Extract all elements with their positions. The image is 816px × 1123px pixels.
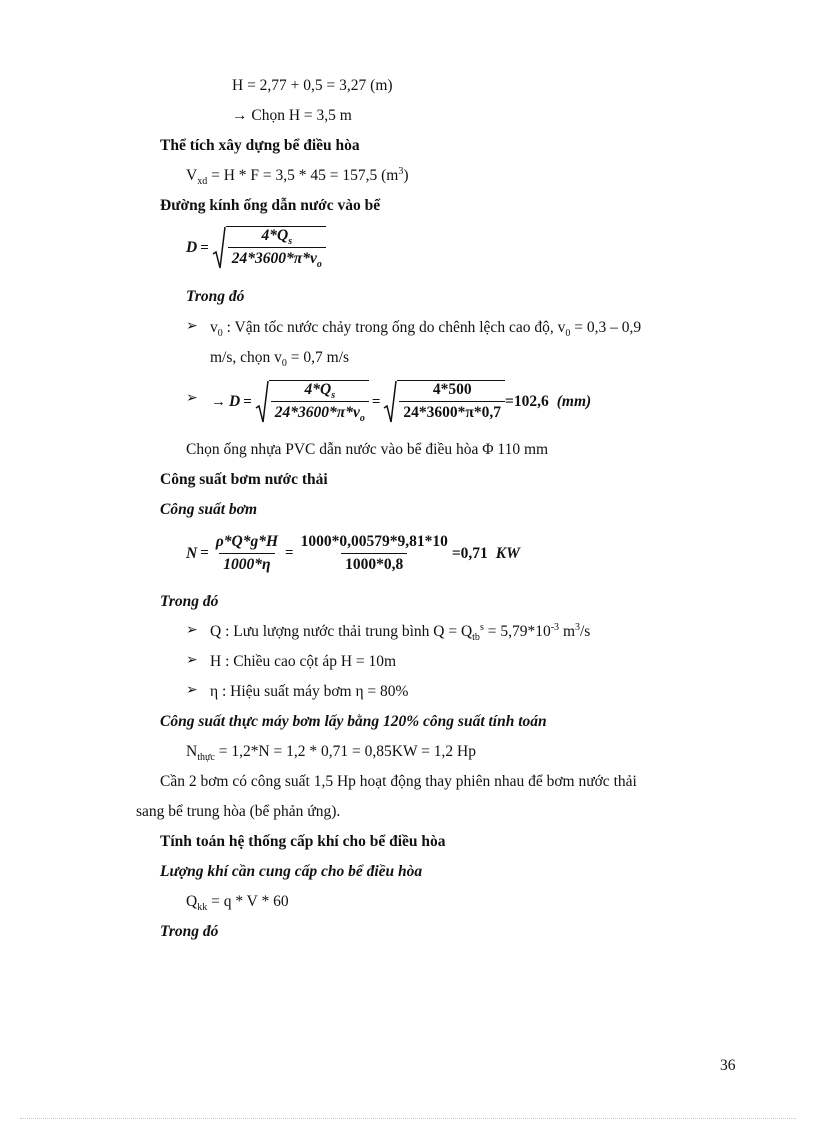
footer-divider (20, 1118, 796, 1119)
eta-definition: η : Hiệu suất máy bơm η = 80% (210, 683, 409, 700)
page-number: 36 (720, 1057, 736, 1074)
sqrt-icon (255, 380, 269, 424)
trong-do-label-2: Trong đó (160, 593, 219, 610)
trong-do-label-1: Trong đó (186, 288, 245, 305)
bullet-arrow-icon: ➢ (186, 319, 198, 334)
diameter-calc-formula: → D = $\frac{4*Q_s}{24*3600*\pi*v_o}$ = $\frac{4*500}{24*3600*\pi*0,7}$ =102,6 (mm) (211, 381, 592, 425)
trong-do-label-3: Trong đó (160, 923, 219, 940)
h-choose-line: → Chọn H = 3,5 m (232, 107, 352, 124)
bullet-arrow-icon: ➢ (186, 391, 198, 406)
bullet-arrow-icon: ➢ (186, 653, 198, 668)
qkk-equation: $Q_{kk} = q * V * 60$ (186, 893, 289, 914)
pump-power-formula: N = $\frac{\rho*Q*g*H}{1000*\eta}$ = $\frac{1000*0,00579*9,81*10}{1000*0,8}$ =0,71 KW (186, 533, 520, 573)
pump-heading: Công suất bơm nước thải (160, 471, 328, 488)
q-definition: Q : Lưu lượng nước thải trung bình $Q = Q_{tb}^s = 5,79*10^{-3}$ $m^3/s$ (210, 621, 591, 644)
bullet-arrow-icon: ➢ (186, 683, 198, 698)
nthuc-equation: $N_{thực} = 1,2*N = 1,2 * 0,71 = 0,85KW = 1,2$ Hp (186, 743, 476, 764)
v0-definition: $v_0$ : Vận tốc nước chảy trong ống do chênh lệch cao độ, $v_0 = 0,3 - 0,9$ (210, 319, 642, 340)
need-pumps-line-1: Cần 2 bơm có công suất 1,5 Hp hoạt động thay phiên nhau để bơm nước thải (160, 773, 637, 790)
vxd-equation: $V_{xd} = H * F = 3,5 * 45 = 157,5$ $(m^3)$ (186, 165, 409, 188)
diameter-heading: Đường kính ống dẫn nước vào bể (160, 197, 381, 214)
real-power-heading: Công suất thực máy bơm lấy bằng 120% công suất tính toán (160, 713, 547, 730)
pump-subheading: Công suất bơm (160, 501, 258, 518)
diameter-formula: D = $\frac{4*Q_s}{24*3600*\pi*v_o}$ (186, 226, 326, 270)
volume-heading: Thể tích xây dựng bể điều hòa (160, 137, 360, 154)
h-calc-line: H = 2,77 + 0,5 = 3,27 (m) (232, 77, 393, 94)
bullet-arrow-icon: ➢ (186, 623, 198, 638)
pipe-choice-line: Chọn ống nhựa PVC dẫn nước vào bể điều hòa Φ 110 mm (186, 441, 549, 458)
v0-definition-cont: m/s, chọn $v_0 = 0,7$ m/s (210, 349, 350, 370)
need-pumps-line-2: sang bể trung hòa (bể phản ứng). (136, 803, 341, 820)
air-heading: Tính toán hệ thống cấp khí cho bể điều hòa (160, 833, 446, 850)
air-subheading: Lượng khí cần cung cấp cho bể điều hòa (160, 863, 423, 880)
sqrt-icon (212, 226, 226, 270)
sqrt-icon (383, 380, 397, 424)
h-definition: H : Chiều cao cột áp H = 10m (210, 653, 397, 670)
